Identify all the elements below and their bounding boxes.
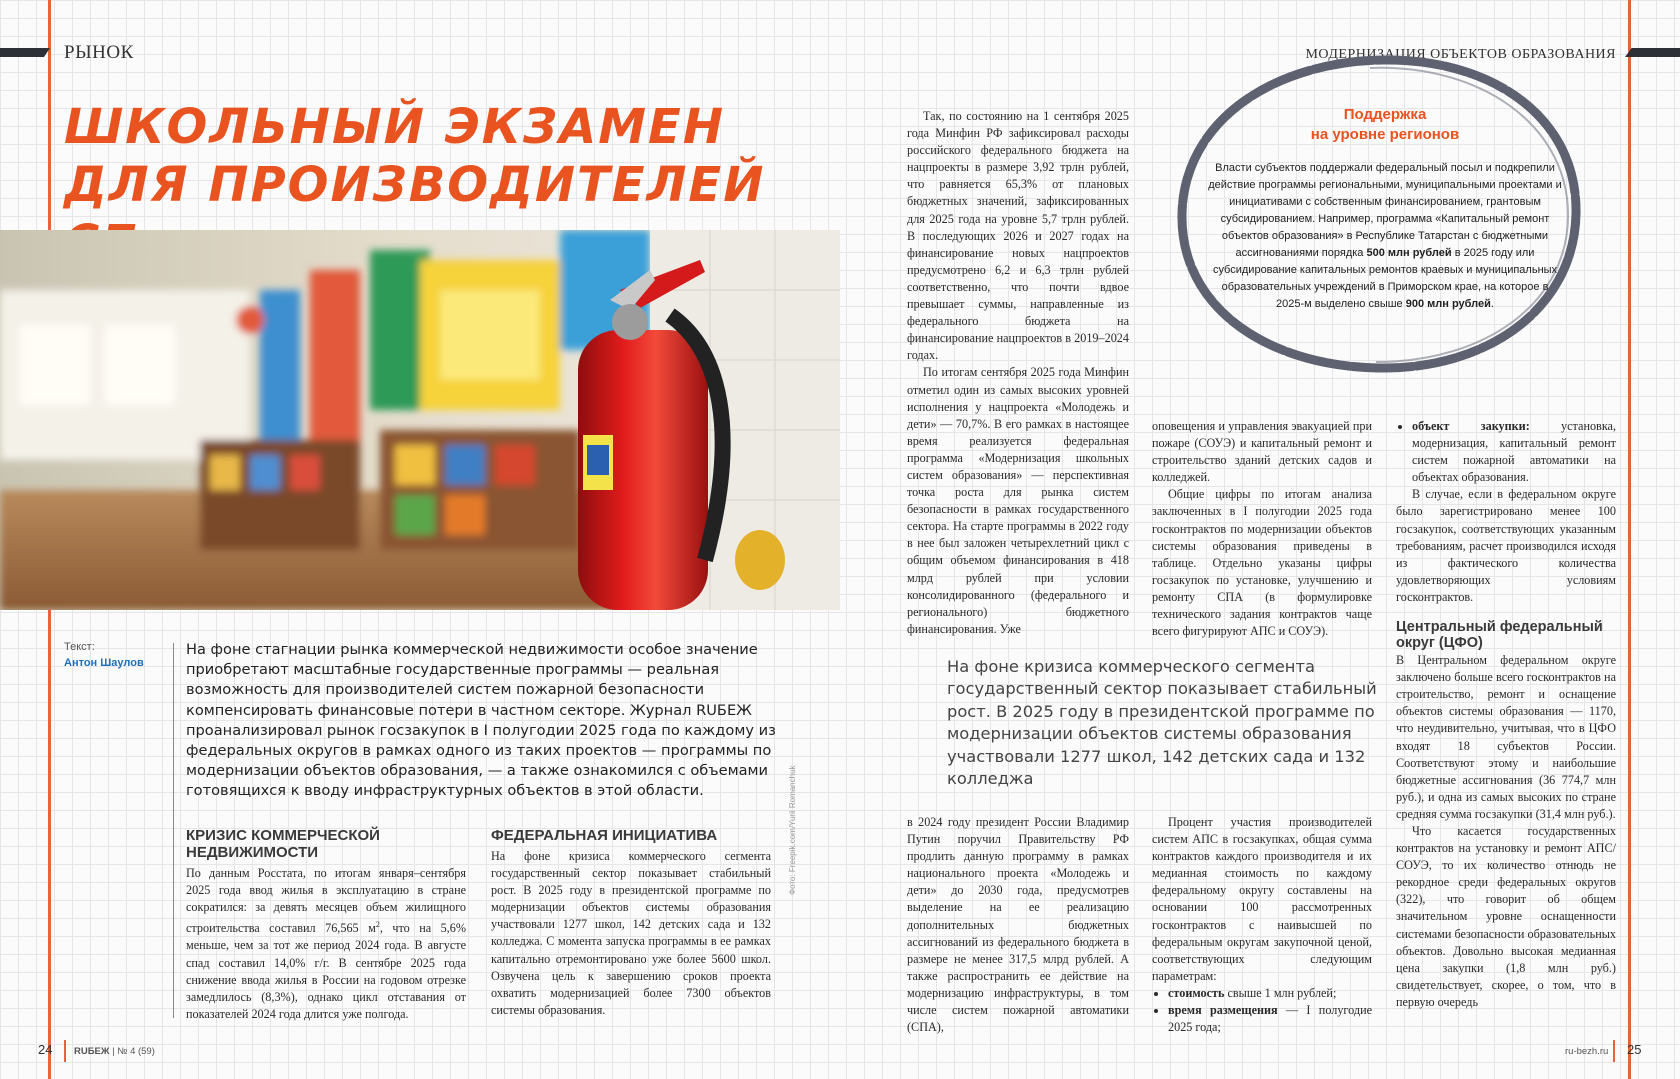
col3-paragraph-1: Так, по состоянию на 1 сентября 2025 года Минфин РФ зафиксировал расходы российского федерального бюджета на нацпроекты в размере 3,92 трлн рублей, что равняется 65,3% от плановых бюджетных значений, зафиксированных для 2025 года на уровне 5,7 трлн рублей. В последующих 2026 и 2027 годах на финансирование новых нацпроектов предусмотрено 6,2 и 6,3 трлн рублей соответственно, что почти вдвое превышает суммы, направленные из федерального бюджета на финансирование нацпроектов в 2019–2024 годах.: [907, 109, 1129, 363]
col4-criteria-list: [1152, 985, 1372, 1036]
page-number-right: 25: [1627, 1042, 1642, 1057]
col5-paragraph-1: В случае, если в федеральном округе было зарегистрировано менее 100 госзакупок, соответствующих указанным требованиям, расчет производился исходя из фактического количества удовлетворяющих условиям госконтрактов.: [1396, 487, 1616, 604]
col5-paragraph-3: Что касается государственных контрактов на установку и ремонт АПС/СОУЭ, то их количество отнюдь не рекордное среди федеральных округов (322), что говорит об общем значительном уровне оснащенности системами безопасности образовательных объектов. Довольно высокая медианная цена закупки (1,8 млн руб.) свидетельствует, скорее, о том, что в первую очередь: [1396, 823, 1616, 1009]
footer-site: ru-bezh.ru: [1565, 1046, 1609, 1057]
lead-paragraph: На фоне стагнации рынка коммерческой недвижимости особое значение приобретают масштабные государственные программы — реальная возможность для производителей систем пожарной безопасности компенсировать финансовые потери в частном секторе. Журнал RUБЕЖ проанализировал рынок госзакупок в I полугодии 2025 года по каждому из федеральных округов в рамках одного из таких проектов — программы по модернизации объектов образования, — а также ознакомился с объемами готовящихся к вводу инфраструктурных объектов в этой области.: [186, 641, 776, 800]
col4-list-item-cost: [1168, 985, 1372, 1002]
column-crisis: [186, 865, 466, 1023]
header-bar-left: [0, 48, 50, 57]
sidebar-amount-1: 500 млн рублей: [1366, 247, 1452, 259]
section-rubric: РЫНОК: [64, 42, 134, 63]
column-3-top: [907, 108, 1129, 638]
section-title-crisis: КРИЗИС КОММЕРЧЕСКОЙ НЕДВИЖИМОСТИ: [186, 827, 380, 861]
footer-rule-right: [1613, 1040, 1615, 1062]
col3-bottom-paragraph: в 2024 году президент России Владимир Путин поручил Правительству РФ продлить данную программу в рамках национального проекта «Молодежь и дети» до 2030 года, предусмотрев выделение на ее реализацию дополнительных бюджетных ассигнований из федерального бюджета в размере не менее 317,5 млрд рублей. А также распространить ее действие на модернизацию инфраструктуры, в том числе систем пожарной автоматики (СПА),: [907, 815, 1129, 1035]
col4-bullet-text-cost: свыше 1 млн рублей;: [1224, 985, 1337, 1000]
col4-list-item-time: [1168, 1002, 1372, 1036]
sidebar-amount-2: 900 млн рублей: [1405, 298, 1491, 310]
page-number-left: 24: [38, 1042, 53, 1057]
photo-credit: Фото: Freepik.com/Yurii Romanchuk: [788, 765, 797, 895]
footer-magazine-name: RUБЕЖ: [74, 1046, 110, 1057]
column-5: [1396, 418, 1616, 1011]
fire-extinguisher-illustration: [0, 230, 840, 610]
col5-bullet-text: установка, модернизация, капитальный ремонт систем пожарной автоматики на объектах образования.: [1412, 419, 1617, 485]
column-3-bottom: [907, 814, 1129, 1036]
right-margin-rule: [1628, 0, 1631, 1079]
column-4-bottom: [1152, 814, 1372, 1036]
col5-criteria-list: [1396, 418, 1616, 486]
sidebar-text-1: Власти субъектов поддержали федеральный посыл и подкрепили действие программы региональными, муниципальными проектами и инициативами с собственным финансированием, грантовым субсидированием. Например, программа «Капитальный ремонт объектов образования» в Республике Татарстан с бюджетными ассигнованиями порядка: [1208, 162, 1562, 259]
byline-author: Антон Шаулов: [64, 657, 144, 669]
col4-paragraph-1: оповещения и управления эвакуацией при пожаре (СОУЭ) и капитальный ремонт и строительство зданий детских садов и колледжей.: [1152, 419, 1372, 485]
col5-list-item: [1412, 418, 1616, 486]
column-federal: [491, 848, 771, 1019]
col4-bullet-text-time: — I полугодие 2025 года;: [1168, 1003, 1372, 1035]
lead-divider: [173, 643, 174, 1018]
col4-bottom-paragraph: Процент участия производителей систем АПС в госзакупках, общая сумма контрактов каждого производителя и их медианная стоимость по каждому федеральному округу составлены на основании 100 рассмотренных госконтрактов с наивысшей по федеральным округам закупочной ценой, соответствующих следующим параметрам:: [1152, 815, 1372, 983]
footer-magazine: [74, 1046, 155, 1057]
pull-quote: На фоне кризиса коммерческого сегмента государственный сектор показывает стабильный рост. В 2025 году в президентской программе по модернизации объектов системы образования участвовали 1277 школ, 142 детских сада и 132 колледжа: [947, 657, 1377, 789]
section-rubric-right: МОДЕРНИЗАЦИЯ ОБЪЕКТОВ ОБРАЗОВАНИЯ: [1305, 47, 1616, 62]
footer-rule-left: [64, 1040, 66, 1062]
crisis-text-b: , что на 5,6% меньше, чем за тот же период 2024 года. В августе спад составил 14,0% г/г. В сентябре 2025 года снижение ввода жилья в России на годовом отрезке замедлилось (8,3%), однако цикл отставания от показателей 2024 года длится уже полгода.: [186, 921, 466, 1021]
hero-photo: [0, 230, 840, 610]
column-4-top: [1152, 418, 1372, 640]
col5-paragraph-2: В Центральном федеральном округе заключено больше всего госконтрактов на строительство, ремонт и оснащение объектов системы образования — 1170, что неудивительно, учитывая, что в ЦФО входят 18 субъектов России. Соответствуют этому и наибольшие бюджетные ассигнования (36 774,7 млн руб.), и одна из самых высоких по стране средняя сумма госзакупки (31,4 млн руб.).: [1396, 653, 1616, 821]
sidebar-text-3: .: [1490, 298, 1494, 310]
col4-paragraph-2: Общие цифры по итогам анализа заключенных в I полугодии 2025 года госконтрактов по модернизации объектов системы образования приведены в таблице. Отдельно указаны цифры госзакупок по установке, улучшению и ремонту СПА (в формулировке технического задания контрактов чаще всего фигурируют АПС и СОУЭ).: [1152, 487, 1372, 639]
sidebar-text-2: в 2025 году или субсидирование капитальных ремонтов краевых и муниципальных образовательных учреждений в Приморском крае, на которое в 2025-м выделено свыше: [1212, 247, 1558, 310]
headline-line-2: ДЛЯ ПРОИЗВОДИТЕЛЕЙ: [64, 157, 766, 213]
sidebar-title-line-1: Поддержка: [1343, 106, 1427, 123]
sidebar-text: [1208, 160, 1562, 313]
footer-issue: | № 4 (59): [112, 1046, 155, 1057]
sidebar-title: [1210, 105, 1560, 145]
squared-sup: 2: [375, 920, 380, 930]
byline-label: Текст:: [64, 641, 95, 653]
col4-bullet-label-time: время размещения: [1168, 1003, 1278, 1018]
col3-paragraph-2: По итогам сентября 2025 года Минфин отметил один из самых высоких уровней исполнения у нацпроекта «Молодежь и дети» — 70,7%. В его рамках в настоящее время реализуется федеральная программа «Модернизация школьных систем образования» — перспективная точка роста для рынка систем безопасности в рамках государственного сектора. На старте программы в 2022 году в нее был заложен четырехлетний цикл с общим объемом финансирования в 418 млрд рублей при условии консолидированного (федерального и регионального) бюджетного финансирования. Уже: [907, 365, 1129, 636]
crisis-text-a: По данным Росстата, по итогам января–сентября 2025 года ввод жилья в эксплуатацию в стране сократился: за девять месяцев объем жилищного строительства составил 76,565 м: [186, 866, 466, 936]
crisis-paragraph: [186, 865, 466, 1023]
section-title-cfo: Центральный федеральный округ (ЦФО): [1396, 619, 1603, 652]
headline-line-1: ШКОЛЬНЫЙ ЭКЗАМЕН: [64, 99, 726, 155]
col4-bullet-label-cost: стоимость: [1168, 985, 1225, 1000]
header-bar-right: [1625, 48, 1680, 57]
col5-bullet-label: объект закупки:: [1412, 419, 1530, 433]
section-title-federal: ФЕДЕРАЛЬНАЯ ИНИЦИАТИВА: [491, 827, 718, 844]
sidebar-title-line-2: на уровне регионов: [1310, 126, 1460, 143]
federal-paragraph: На фоне кризиса коммерческого сегмента государственный сектор показывает стабильный рост. В 2025 году в президентской программе по модернизации объектов системы образования участвовали 1277 школ, 142 детских сада и 132 колледжа. С момента запуска программы в ее рамках капитально отремонтировано уже более 5600 школ. Озвучена цель к завершению сроков проекта охватить модернизацией более 7300 объектов системы образования.: [491, 849, 771, 1017]
